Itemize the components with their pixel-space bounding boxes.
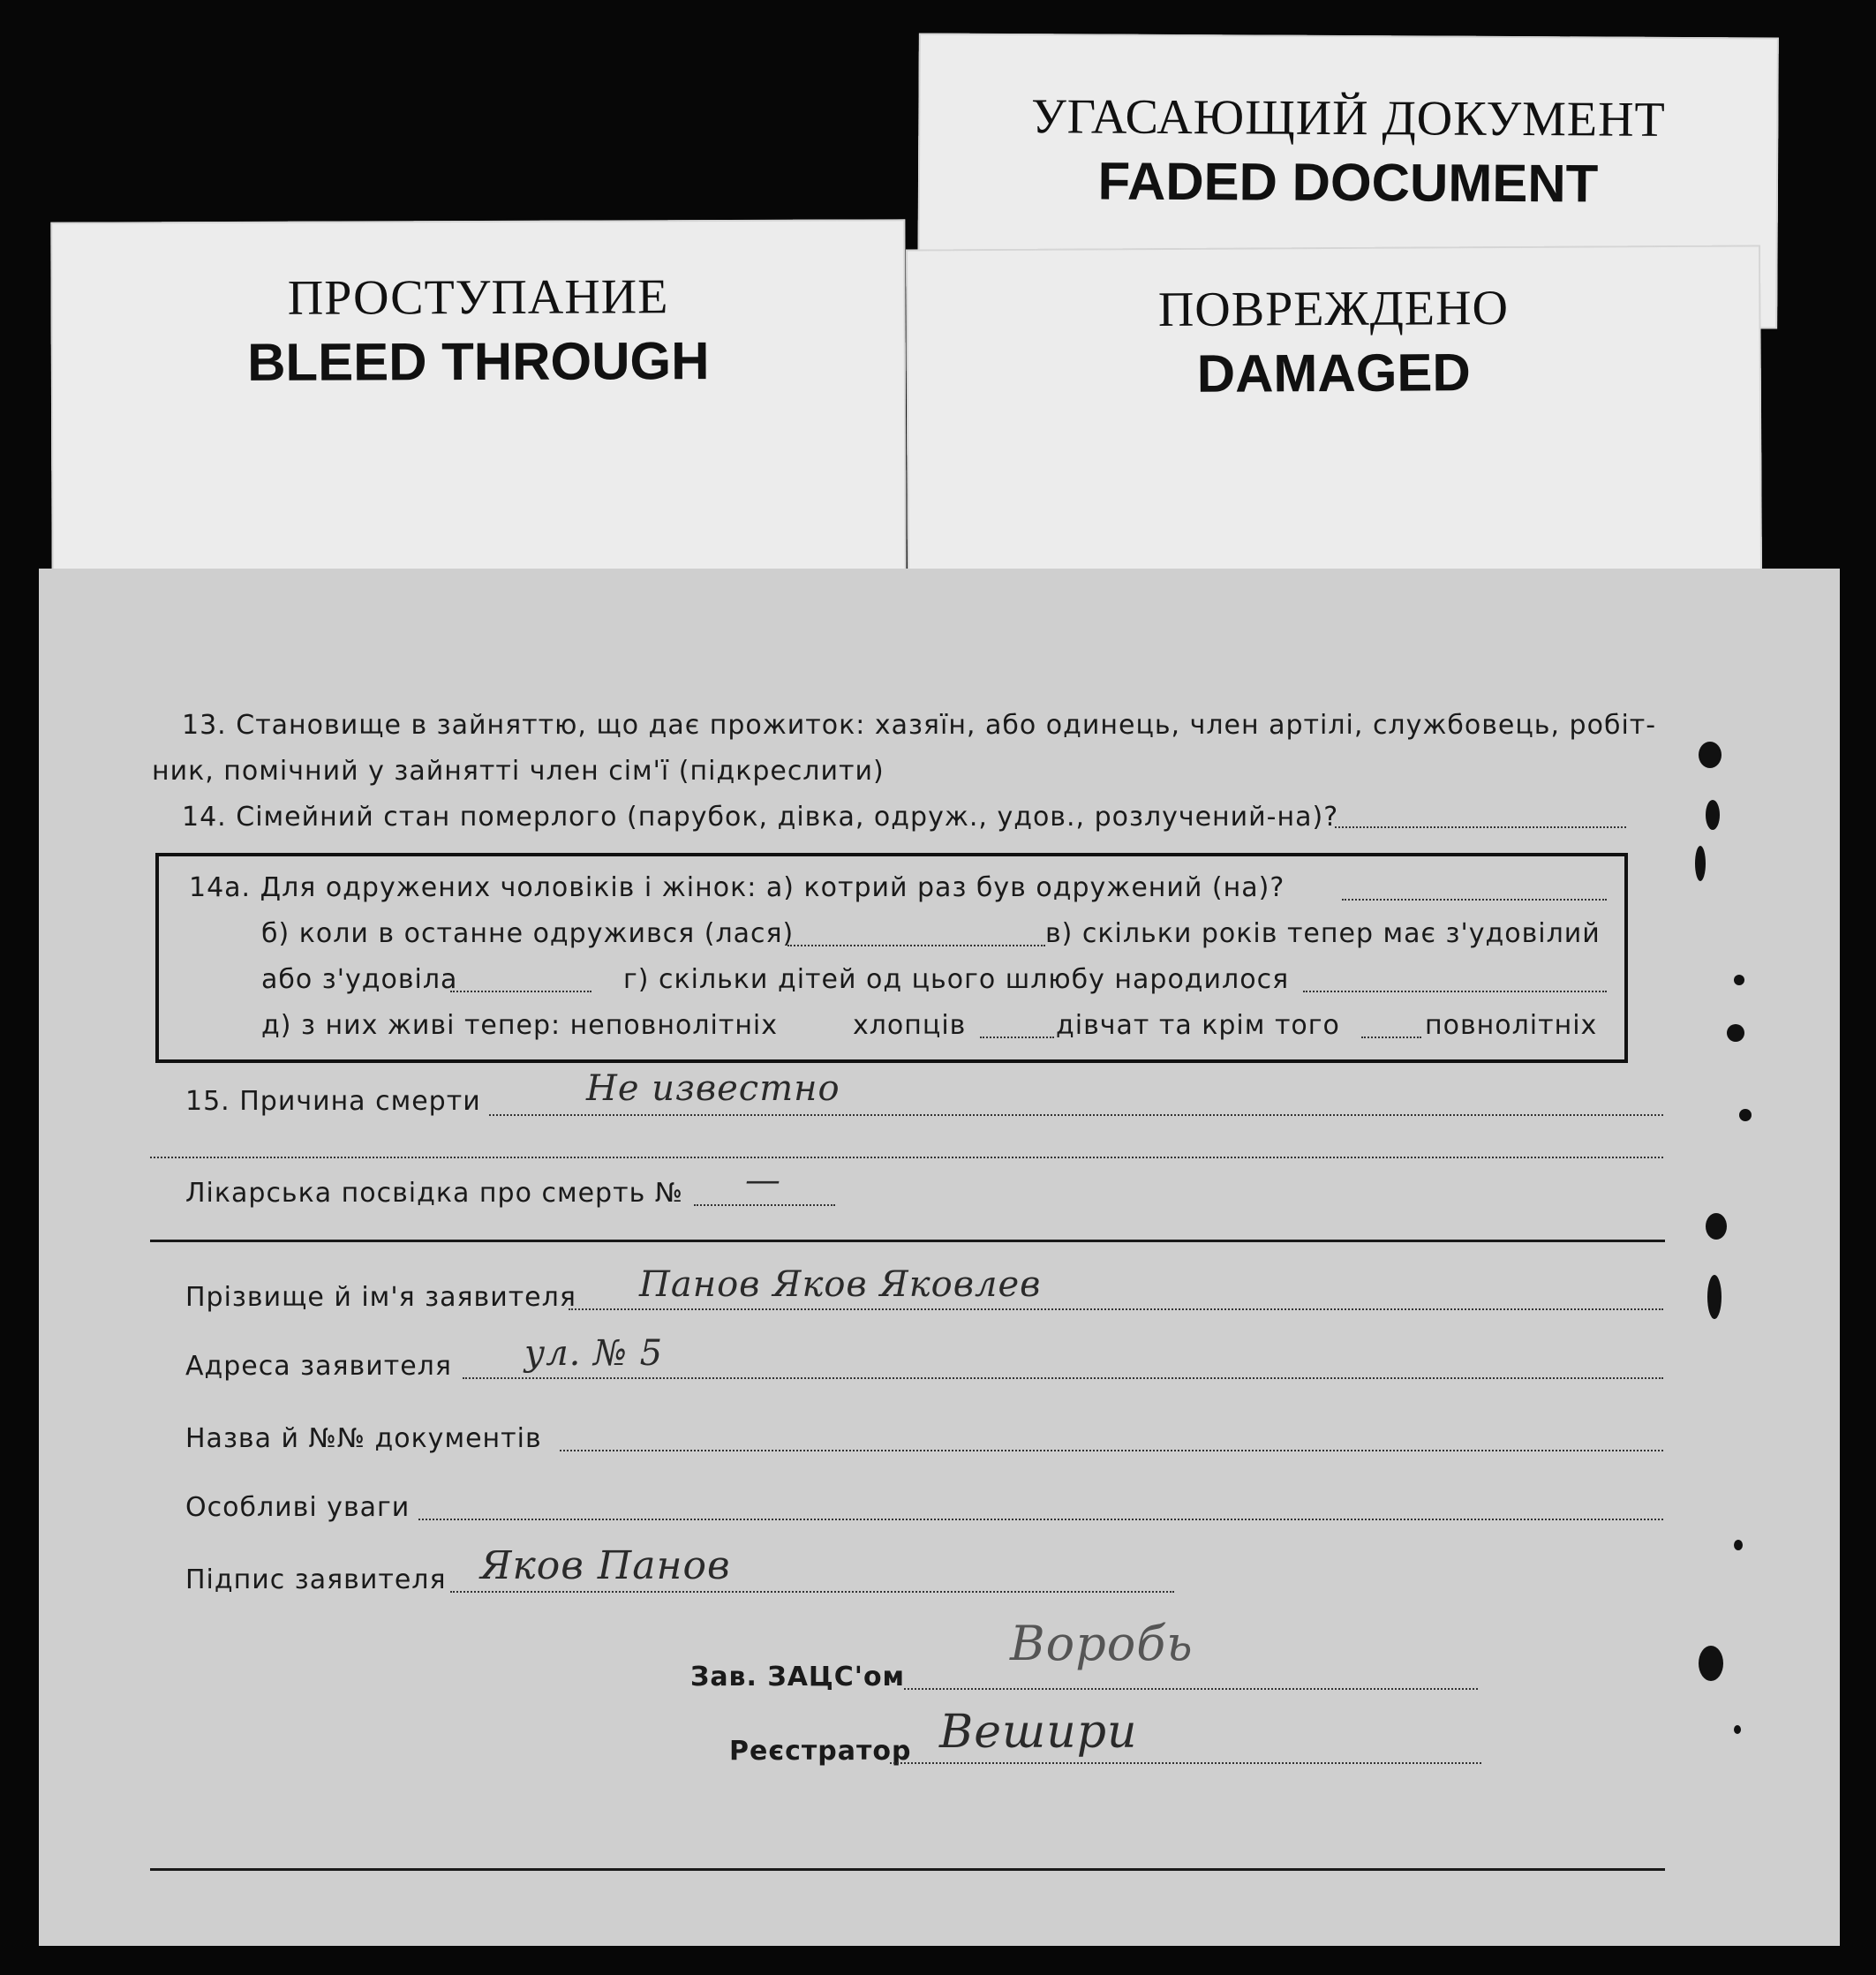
damaged-card xyxy=(906,245,1762,576)
item-14-label: 14. Сімейний стан померлого (парубок, дівка, одруж., удов., розлучений-на)? xyxy=(182,802,1339,833)
item-14a-widowed-field xyxy=(450,991,591,992)
damage-hole xyxy=(1734,975,1744,985)
item-14a-last-married-field xyxy=(787,945,1045,946)
damage-tear xyxy=(1706,800,1720,830)
medical-certificate-field xyxy=(694,1204,835,1206)
documents-field xyxy=(560,1450,1663,1451)
damage-hole xyxy=(1734,1540,1743,1550)
item-14a-line-3b: г) скільки дітей од цього шлюбу народилося xyxy=(623,964,1290,995)
head-registry-label: Зав. ЗАЦС'ом xyxy=(690,1662,906,1692)
death-record-form xyxy=(39,569,1840,1946)
damage-tear xyxy=(1695,846,1706,881)
item-15-label: 15. Причина смерти xyxy=(185,1086,481,1117)
damage-hole xyxy=(1739,1109,1752,1121)
item-14a-line-3a: або з'удовіла xyxy=(261,964,458,995)
applicant-signature-label: Підпис заявителя xyxy=(185,1564,447,1595)
item-14a-line-4a: д) з них живі тепер: неповнолітніх xyxy=(261,1010,779,1041)
damage-hole xyxy=(1734,1725,1741,1734)
damage-hole xyxy=(1727,1024,1744,1042)
notes-label: Особливі уваги xyxy=(185,1492,411,1523)
documents-label: Назва й №№ документів xyxy=(185,1423,542,1454)
applicant-signature-field xyxy=(450,1591,1174,1593)
registrar-field xyxy=(890,1762,1481,1764)
item-14a-line-2a: б) коли в останне одружився (лася) xyxy=(261,918,795,949)
item-14a-girls-field xyxy=(1361,1036,1421,1038)
item-14a-line-1: 14а. Для одружених чоловіків і жінок: а) котрий раз був одружений (на)? xyxy=(189,872,1285,903)
applicant-name-field xyxy=(569,1308,1663,1310)
item-15-second-line xyxy=(150,1157,1663,1158)
registrar-signature: Вешири xyxy=(939,1706,1138,1759)
item-14a-line-4b: хлопців xyxy=(853,1010,967,1041)
item-15-handwritten: Не известно xyxy=(586,1068,840,1109)
item-14a-boys-field xyxy=(980,1036,1054,1038)
medical-certificate-label: Лікарська посвідка про смерть № xyxy=(185,1178,683,1209)
applicant-address-label: Адреса заявителя xyxy=(185,1351,452,1382)
damaged-card-english: DAMAGED xyxy=(1196,343,1471,403)
faded-card-russian: УГАСАЮЩИЙ ДОКУМЕНТ xyxy=(1030,89,1666,147)
faded-card-english: FADED DOCUMENT xyxy=(1097,151,1599,214)
item-14-field xyxy=(1335,826,1626,828)
registrar-label: Реєстратор xyxy=(729,1736,912,1767)
bleed-card-english: BLEED THROUGH xyxy=(247,331,710,392)
applicant-signature-handwritten: Яков Панов xyxy=(480,1543,731,1588)
damage-tear xyxy=(1699,1646,1723,1681)
item-14a-box xyxy=(155,853,1628,1063)
bottom-rule xyxy=(150,1868,1665,1871)
item-13-line-2: ник, помічний у зайнятті член сім'ї (підкреслити) xyxy=(152,756,885,787)
item-14a-line-4c: дівчат та крім того xyxy=(1056,1010,1340,1041)
head-registry-signature: Воробь xyxy=(1010,1616,1194,1671)
applicant-address-field xyxy=(463,1377,1663,1379)
applicant-address-handwritten: ул. № 5 xyxy=(524,1333,664,1374)
item-13-line-1: 13. Становище в зайняттю, що дає прожиток: хазяїн, або одинець, член артілі, службовець, робіт- xyxy=(182,710,1657,741)
item-15-field xyxy=(489,1114,1663,1116)
applicant-name-handwritten: Панов Яков Яковлев xyxy=(639,1264,1042,1305)
medical-certificate-value: — xyxy=(745,1160,781,1201)
section-divider xyxy=(150,1240,1665,1242)
applicant-name-label: Прізвище й ім'я заявителя xyxy=(185,1282,576,1313)
item-14a-children-field xyxy=(1303,991,1607,992)
bleed-card-russian: ПРОСТУПАНИЕ xyxy=(287,269,669,326)
notes-field xyxy=(418,1519,1663,1520)
item-14a-line-4d: повнолітніх xyxy=(1425,1010,1598,1041)
bleed-through-card xyxy=(50,219,906,592)
damage-hole xyxy=(1706,1213,1727,1240)
item-14a-line-2b: в) скільки років тепер має з'удовілий xyxy=(1045,918,1601,949)
damage-tear xyxy=(1707,1275,1722,1319)
damaged-card-russian: ПОВРЕЖДЕНО xyxy=(1157,280,1510,338)
item-14a-times-married-field xyxy=(1342,899,1607,901)
head-registry-field xyxy=(904,1688,1478,1690)
damage-hole xyxy=(1699,742,1722,768)
